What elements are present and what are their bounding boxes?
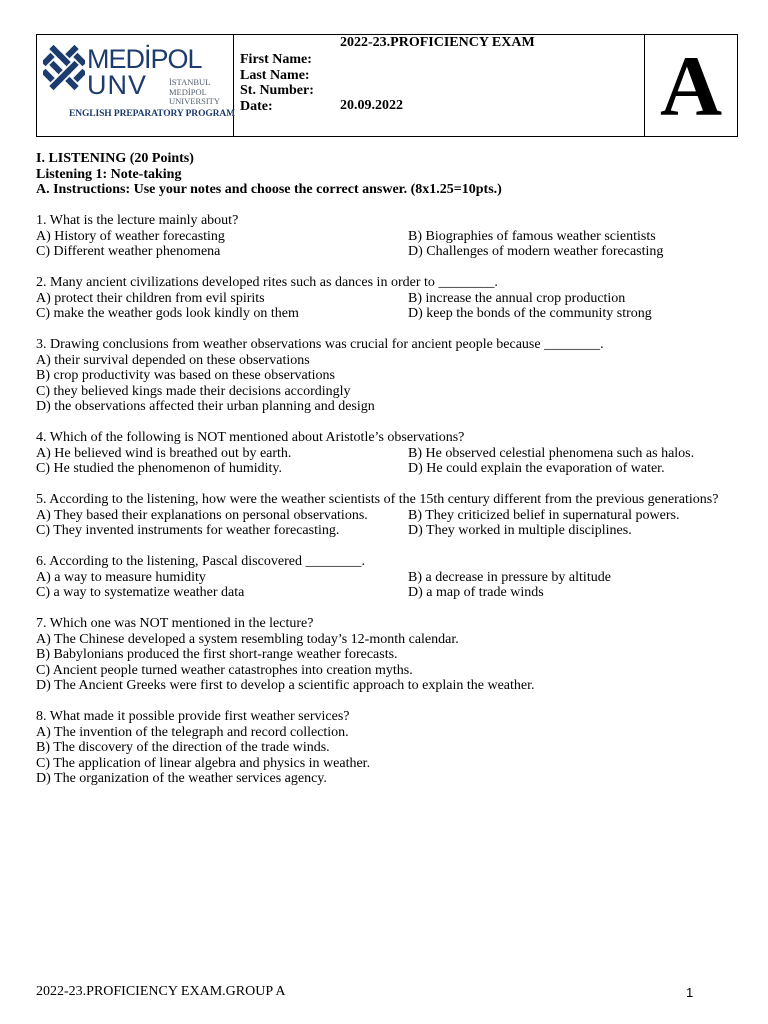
group-letter: A [659, 37, 723, 134]
logo-name-top: MEDİPOL [87, 44, 202, 74]
section-title: I. LISTENING (20 Points) [36, 151, 194, 166]
logo-sub-line: İSTANBUL [169, 77, 211, 87]
option-row [36, 570, 730, 586]
question-block [36, 709, 730, 787]
option-row [36, 523, 730, 539]
question-block [36, 554, 730, 601]
page-number: 1 [686, 985, 694, 1000]
question-text: 6. According to the listening, Pascal discovered ________. [36, 554, 365, 569]
answer-option[interactable]: D) The organization of the weather services agency. [36, 771, 327, 786]
question-block [36, 616, 730, 694]
student-number-label: St. Number: [240, 83, 314, 98]
answer-option[interactable]: D) the observations affected their urban planning and design [36, 399, 375, 414]
question-text: 8. What made it possible provide first weather services? [36, 709, 350, 724]
exam-content [36, 151, 730, 787]
answer-option[interactable]: C) He studied the phenomenon of humidity. [36, 461, 282, 476]
exam-header-table [36, 34, 738, 137]
student-info-cell [234, 35, 645, 137]
option-row [36, 229, 730, 245]
answer-option[interactable]: C) Ancient people turned weather catastrophes into creation myths. [36, 662, 413, 678]
answer-option[interactable]: B) The discovery of the direction of the trade winds. [36, 740, 330, 755]
logo-subtitle [169, 78, 220, 107]
answer-option[interactable]: D) a map of trade winds [408, 585, 544, 600]
logo-program-name: ENGLISH PREPARATORY PROGRAM [69, 109, 236, 119]
option-row [36, 306, 730, 322]
option-row [36, 244, 730, 260]
answer-option[interactable]: A) History of weather forecasting [36, 228, 225, 244]
question-block [36, 213, 730, 260]
option-row [36, 291, 730, 307]
answer-option[interactable]: C) they believed kings made their decisions accordingly [36, 383, 351, 399]
answer-option[interactable]: B) Biographies of famous weather scientists [408, 228, 656, 244]
logo-cell [37, 35, 234, 137]
student-field-labels [240, 52, 314, 114]
answer-option[interactable]: B) crop productivity was based on these observations [36, 368, 335, 383]
question-list [36, 213, 730, 787]
answer-option[interactable]: B) Babylonians produced the first short-range weather forecasts. [36, 647, 398, 662]
answer-option[interactable]: A) protect their children from evil spirits [36, 290, 265, 306]
answer-option[interactable]: A) He believed wind is breathed out by earth. [36, 445, 292, 461]
option-row [36, 446, 730, 462]
exam-title: 2022-23.PROFICIENCY EXAM [340, 35, 535, 50]
section-instructions: A. Instructions: Use your notes and choose the correct answer. (8x1.25=10pts.) [36, 182, 502, 197]
date-label: Date: [240, 98, 273, 114]
answer-option[interactable]: C) They invented instruments for weather forecasting. [36, 523, 340, 538]
question-text: 7. Which one was NOT mentioned in the lecture? [36, 616, 314, 631]
answer-option[interactable]: B) He observed celestial phenomena such as halos. [408, 445, 695, 461]
answer-option[interactable]: C) Different weather phenomena [36, 244, 221, 259]
answer-option[interactable]: A) a way to measure humidity [36, 569, 206, 585]
question-block [36, 275, 730, 322]
medipol-logo-mark-icon [43, 45, 85, 91]
question-text: 4. Which of the following is NOT mentioned about Aristotle’s observations? [36, 430, 465, 445]
question-block [36, 337, 730, 415]
answer-option[interactable]: D) keep the bonds of the community strong [408, 306, 652, 321]
answer-option[interactable]: D) Challenges of modern weather forecasting [408, 244, 664, 259]
question-block [36, 492, 730, 539]
answer-option[interactable]: C) make the weather gods look kindly on them [36, 306, 299, 321]
answer-option[interactable]: B) a decrease in pressure by altitude [408, 569, 611, 585]
option-row [36, 585, 730, 601]
answer-option[interactable]: B) They criticized belief in supernatural powers. [408, 507, 680, 523]
section-subtitle: Listening 1: Note-taking [36, 166, 182, 182]
question-text: 2. Many ancient civilizations developed rites such as dances in order to ________. [36, 275, 498, 290]
answer-option[interactable]: D) The Ancient Greeks were first to develop a scientific approach to explain the weather. [36, 678, 535, 693]
answer-option[interactable]: A) The invention of the telegraph and record collection. [36, 724, 349, 740]
answer-option[interactable]: D) They worked in multiple disciplines. [408, 523, 632, 538]
logo-name-bottom: UNV [87, 70, 148, 100]
option-row [36, 461, 730, 477]
group-letter-cell [645, 35, 738, 137]
option-row [36, 508, 730, 524]
logo-sub-line: UNIVERSITY [169, 96, 220, 106]
question-text: 5. According to the listening, how were the weather scientists of the 15th century different from the previous generations? [36, 492, 719, 507]
footer-text: 2022-23.PROFICIENCY EXAM.GROUP A [36, 984, 286, 999]
answer-option[interactable]: A) their survival depended on these observations [36, 352, 310, 368]
answer-option[interactable]: D) He could explain the evaporation of water. [408, 461, 665, 476]
answer-option[interactable]: C) a way to systematize weather data [36, 585, 245, 600]
answer-option[interactable]: A) The Chinese developed a system resembling today’s 12-month calendar. [36, 631, 459, 647]
answer-option[interactable]: B) increase the annual crop production [408, 290, 626, 306]
first-name-label: First Name: [240, 52, 312, 67]
last-name-label: Last Name: [240, 67, 310, 83]
question-block [36, 430, 730, 477]
answer-option[interactable]: C) The application of linear algebra and physics in weather. [36, 755, 371, 771]
university-logo [43, 43, 236, 123]
answer-option[interactable]: A) They based their explanations on personal observations. [36, 507, 368, 523]
logo-sub-line: MEDİPOL [169, 86, 207, 97]
exam-date: 20.09.2022 [340, 98, 403, 113]
question-text: 3. Drawing conclusions from weather observations was crucial for ancient people because ________. [36, 337, 604, 352]
question-text: 1. What is the lecture mainly about? [36, 213, 239, 228]
